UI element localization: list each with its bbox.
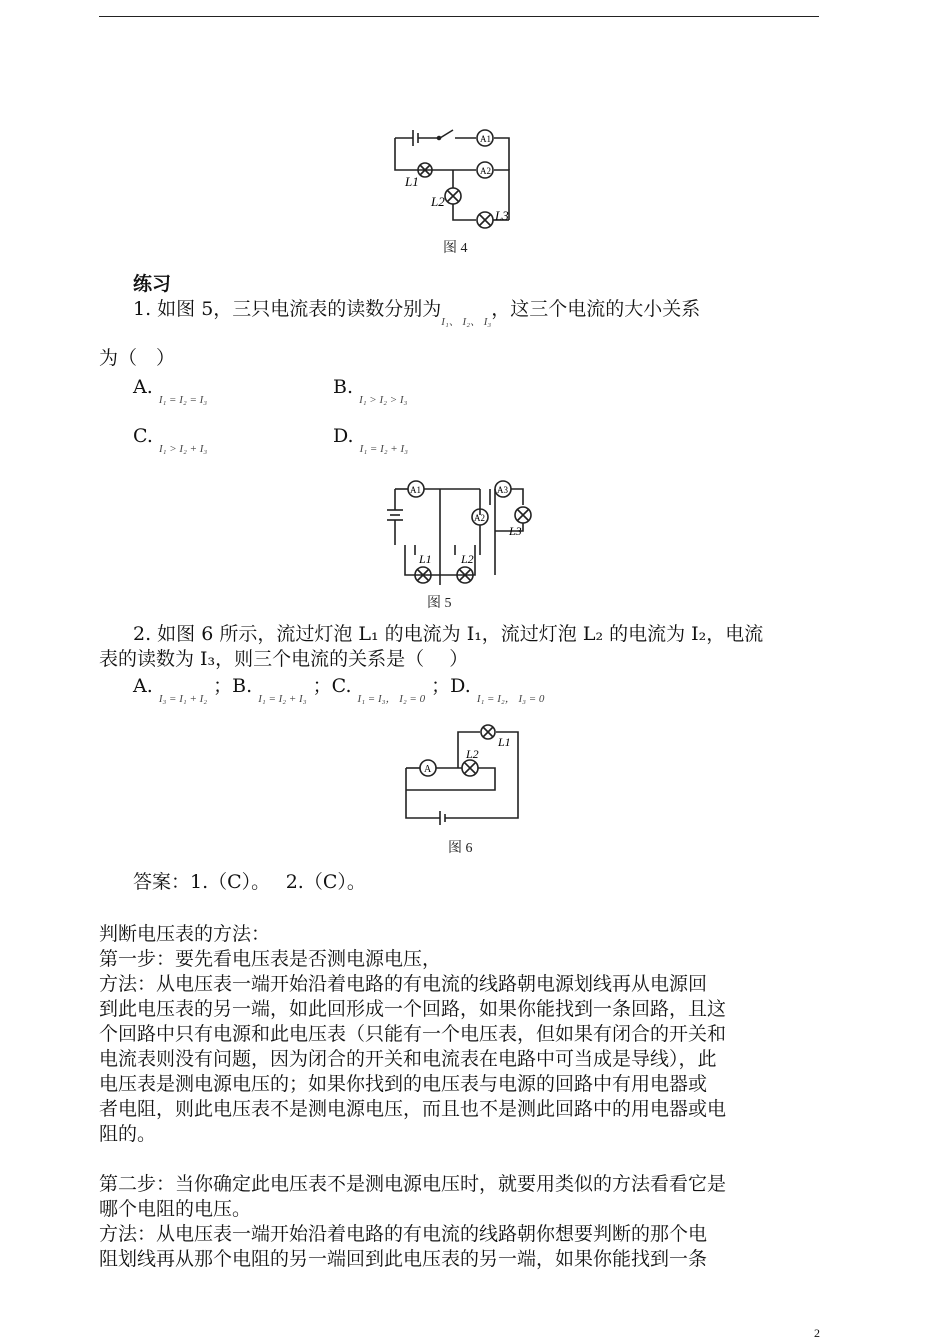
figure-6-circuit <box>400 720 530 860</box>
q1-option-c[interactable]: C. $_{I_1 > I_2 + I_3}$ <box>133 425 208 455</box>
method-para1-line4: 电流表则没有问题，因为闭合的开关和电流表在电路中可当成是导线），此 <box>99 1048 717 1070</box>
method-para1-line3: 个回路中只有电源和此电压表（只能有一个电压表，但如果有闭合的开关和 <box>99 1023 727 1045</box>
fig5-meter-a2: A2 <box>474 513 485 523</box>
method-step2-line2: 哪个电阻的电压。 <box>99 1198 252 1220</box>
method-para2-line2: 阻划线再从那个电阻的另一端回到此电压表的另一端，如果你能找到一条 <box>99 1248 708 1270</box>
q2-line2: 表的读数为 I₃，则三个电流的关系是（ ） <box>99 648 469 670</box>
fig5-meter-a1: A1 <box>410 485 421 495</box>
q2-option-b[interactable]: ；B. $_{I_1 = I_2 + I_3}$ <box>213 675 307 705</box>
q1-line1: 1. 如图 5，三只电流表的读数分别为$_{I_1、 I_2、 I_3}$，这三个电流的大小关系 <box>133 298 701 328</box>
q2-option-c[interactable]: ；C. $_{I_1 = I_3, I_2 = 0}$ <box>312 675 426 705</box>
method-title: 判断电压表的方法： <box>99 923 271 945</box>
q2-option-d[interactable]: ；D. $_{I_1 = I_2, I_3 = 0}$ <box>431 675 545 705</box>
method-para1-line6: 者电阻，则此电压表不是测电源电压，而且也不是测此回路中的用电器或电 <box>99 1098 727 1120</box>
fig5-label-l2: L2 <box>461 552 474 566</box>
figure-4-circuit <box>385 120 535 260</box>
fig4-label-l2: L2 <box>431 194 445 209</box>
method-para1-line2: 到此电压表的另一端，如此回形成一个回路，如果你能找到一条回路，且这 <box>99 998 727 1020</box>
q2-line1: 2. 如图 6 所示，流过灯泡 L₁ 的电流为 I₁，流过灯泡 L₂ 的电流为 I₂，电流 <box>133 623 764 645</box>
q1-option-d[interactable]: D. $_{I_1 = I_2 + I_3}$ <box>333 425 408 455</box>
fig6-caption: 图 6 <box>448 841 473 856</box>
q1-option-a[interactable]: A. $_{I_1 = I_2 = I_3}$ <box>133 376 208 406</box>
fig4-label-l3: L3 <box>495 208 509 223</box>
answer-line: 答案：1.（C）。 2.（C）。 <box>133 871 366 893</box>
q2-option-a[interactable]: A. $_{I_3 = I_1 + I_2}$ <box>133 675 208 705</box>
q2-options <box>133 674 545 705</box>
page-number: 2 <box>814 1326 820 1340</box>
method-step1: 第一步：要先看电压表是否测电源电压， <box>99 948 442 970</box>
fig4-label-l1: L1 <box>405 174 419 189</box>
header-rule <box>99 16 819 17</box>
fig5-label-l1: L1 <box>419 552 432 566</box>
method-para2-line1: 方法：从电压表一端开始沿着电路的有电流的线路朝你想要判断的那个电 <box>99 1223 708 1245</box>
fig6-label-l2: L2 <box>466 747 479 761</box>
practice-heading: 练习 <box>133 273 172 295</box>
fig4-meter-a2: A2 <box>480 166 491 176</box>
method-para1-line5: 电压表是测电源电压的；如果你找到的电压表与电源的回路中有用电器或 <box>99 1073 708 1095</box>
fig4-caption: 图 4 <box>443 241 468 256</box>
fig6-meter-a: A <box>424 764 432 775</box>
fig6-label-l1: L1 <box>498 735 511 749</box>
q1-vars: I₁、 I₂、 I₃ <box>441 316 492 328</box>
q1-line2: 为（ ） <box>99 347 176 369</box>
q1-option-b[interactable]: B. $_{I_1 > I_2 > I_3}$ <box>333 376 408 406</box>
fig5-meter-a3: A3 <box>497 485 508 495</box>
fig5-label-l3: L3 <box>509 524 522 538</box>
method-para1-line1: 方法：从电压表一端开始沿着电路的有电流的线路朝电源划线再从电源回 <box>99 973 708 995</box>
method-step2-line1: 第二步：当你确定此电压表不是测电源电压时，就要用类似的方法看看它是 <box>99 1173 727 1195</box>
fig4-meter-a1: A1 <box>480 134 491 144</box>
fig5-caption: 图 5 <box>427 596 452 611</box>
method-para1-line7: 阻的。 <box>99 1123 157 1145</box>
figure-5-circuit <box>385 475 545 615</box>
